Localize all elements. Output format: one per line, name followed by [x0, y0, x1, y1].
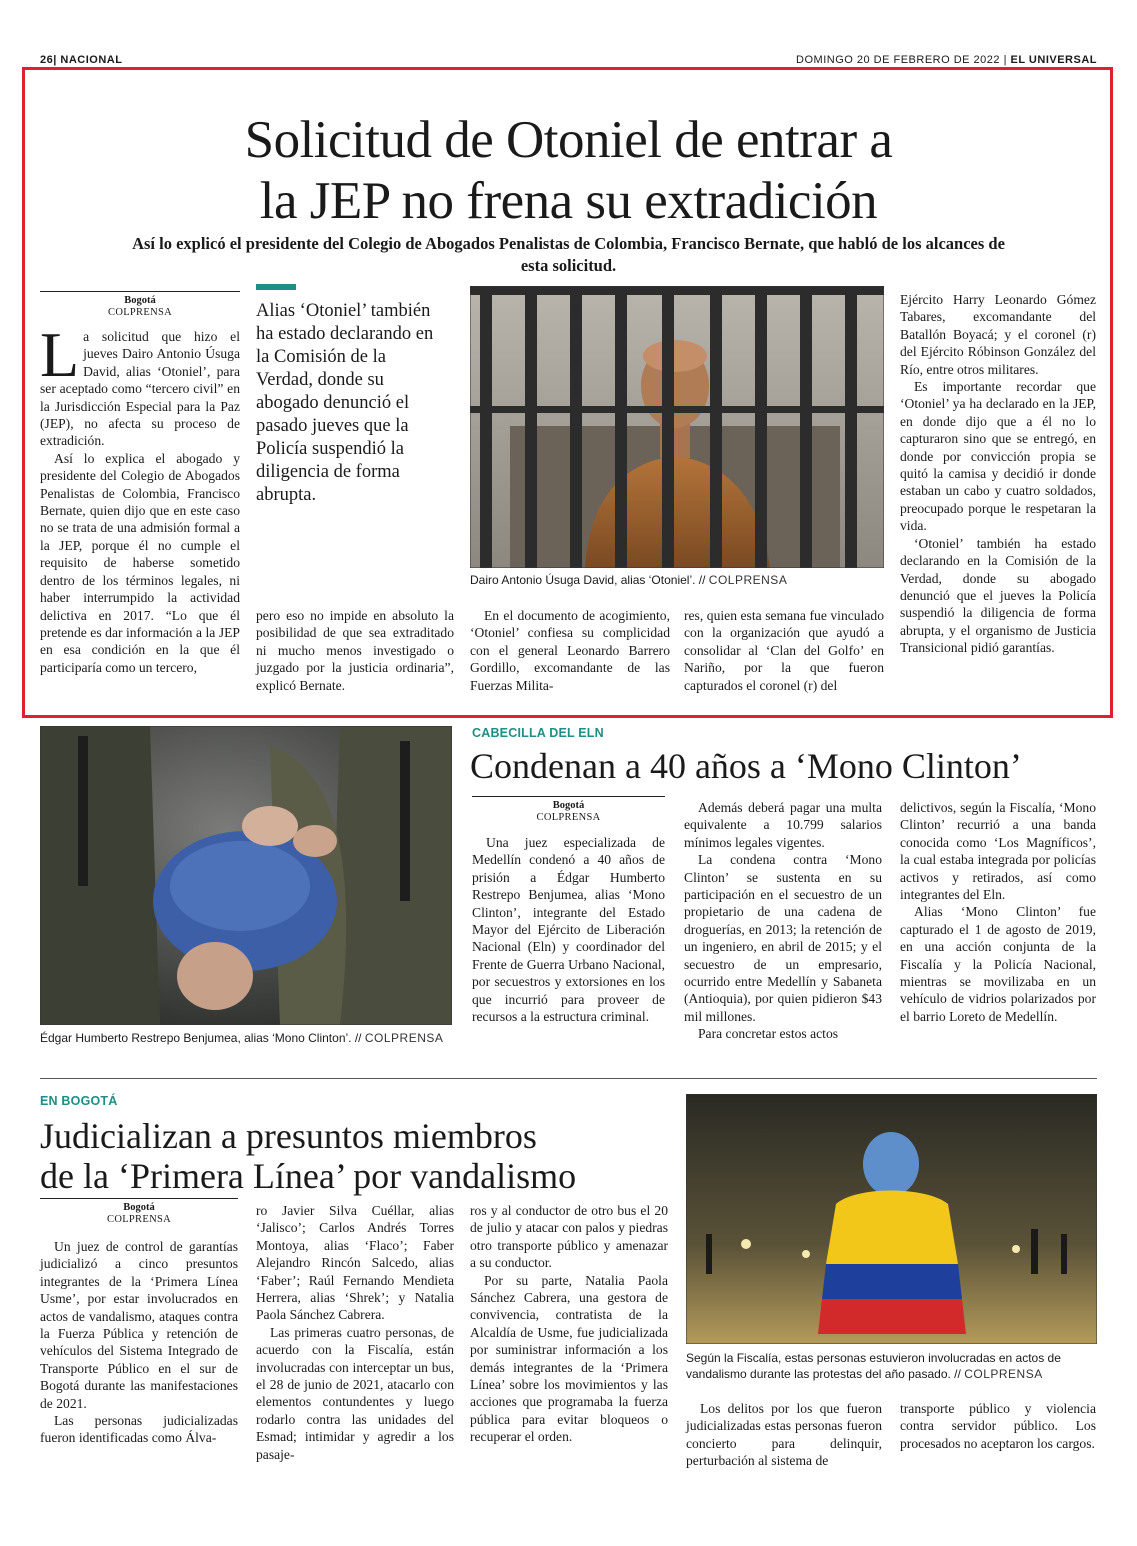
caption-text: Según la Fiscalía, estas personas estuvieron involucradas en actos de vandalismo durante las protestas del año pasado. //	[686, 1351, 1061, 1381]
story1-paragraph	[40, 319, 240, 450]
story3-column-4	[686, 1400, 882, 1470]
story2-paragraph: Una juez especializada de Medellín condenó a 40 años de prisión a Édgar Humberto Restrepo Benjumea, alias ‘Mono Clinton’, integrante del Estado Mayor del Ejército de Liberación Nacional (Eln) y coordinador del Frente de Guerra Urbano Nacional, por secuestros y extorsiones en los que incurrió para proveer de recursos a la estructura criminal.	[472, 835, 665, 1025]
story1-paragraph: res, quien esta semana fue vinculado con la organización que ayudó a consolidar al ‘Clan del Golfo’ en Nariño, por la que fueron capturados el coronel (r) del	[684, 608, 884, 693]
story1-paragraph: Ejército Harry Leonardo Gómez Tabares, excomandante del Batallón Boyacá; y el coronel (r) del Ejército Róbinson González del Río, entre otros militares.	[900, 292, 1096, 377]
story2-column-3	[900, 799, 1096, 1025]
story2-paragraph: delictivos, según la Fiscalía, ‘Mono Clinton’ recurrió a una banda conocida como ‘Los Magníficos’, la cual estaba integrada por policías activos y retirados, así como integrantes del Eln.	[900, 800, 1096, 903]
story3-column-3	[470, 1202, 668, 1446]
story2-headline: Condenan a 40 años a ‘Mono Clinton’	[470, 746, 1022, 786]
byline-city: Bogotá	[552, 800, 585, 811]
byline-agency: COLPRENSA	[536, 812, 601, 823]
story3-paragraph: ro Javier Silva Cuéllar, alias ‘Jalisco’; Carlos Andrés Torres Montoya, alias ‘Flaco’; Faber Alejandro Rincón Salcedo, alias ‘Faber’; Raúl Fernando Mendieta Herrera, alias ‘Shrek’; y Natalia Paola Sánchez Cabrera.	[256, 1203, 454, 1323]
arrest-scene-illustration	[40, 726, 452, 1025]
story3-headline-line1: Judicializan a presuntos miembros	[40, 1116, 537, 1156]
story3-paragraph: Los delitos por los que fueron judicializadas estas personas fueron concierto para delinquir, perturbación al sistema de	[686, 1401, 882, 1469]
story1-deck: Así lo explicó el presidente del Colegio de Abogados Penalistas de Colombia, Francisco Bernate, que habló de los alcances de esta solicitud.	[132, 234, 1005, 275]
byline-city: Bogotá	[123, 1202, 155, 1213]
story1-column-3	[470, 607, 670, 694]
page-date-label	[796, 54, 1097, 66]
caption-text: Édgar Humberto Restrepo Benjumea, alias ‘Mono Clinton’. //	[40, 1031, 362, 1045]
story3-byline	[40, 1198, 238, 1226]
byline-agency: COLPRENSA	[108, 307, 172, 318]
pullquote-accent-bar	[256, 284, 296, 290]
caption-text: Dairo Antonio Úsuga David, alias ‘Otoniel’. //	[470, 573, 706, 587]
story1-column-1	[40, 319, 240, 676]
dropcap: L	[40, 319, 80, 390]
story3-headline	[40, 1116, 680, 1196]
otoniel-photo	[470, 286, 884, 568]
caption-credit: COLPRENSA	[364, 1031, 444, 1045]
caption-credit: COLPRENSA	[964, 1367, 1043, 1381]
story3-column-2	[256, 1202, 454, 1463]
date-text: DOMINGO 20 DE FEBRERO DE 2022 |	[796, 54, 1007, 66]
story2-byline	[472, 796, 665, 824]
mono-clinton-photo	[40, 726, 452, 1025]
story1-paragraph: En el documento de acogimiento, ‘Otoniel’ confiesa su complicidad con el general Leonardo Barrero Gordillo, excomandante de las Fuerzas Milita-	[470, 608, 670, 693]
story1-byline	[40, 291, 240, 319]
protester-photo	[686, 1094, 1097, 1344]
story3-paragraph: Por su parte, Natalia Paola Sánchez Cabrera, una gestora de convivencia, contratista de la Alcaldía de Usme, fue judicializada por suministrar información a los demás integrantes de la ‘Primera Línea’ sobre los movimientos y las acciones que programaba la fuerza pública para evitar bloqueos o recuperar el orden.	[470, 1272, 668, 1445]
story3-paragraph: transporte público y violencia contra servidor público. Los procesados no aceptaron los cargos.	[900, 1401, 1096, 1451]
story2-kicker: CABECILLA DEL ELN	[472, 726, 604, 740]
story2-paragraph: Además deberá pagar una multa equivalente a 10.799 salarios mínimos legales vigentes.	[684, 800, 882, 850]
story1-pullquote: Alias ‘Otoniel’ también ha estado declarando en la Comisión de la Verdad, donde su abogado denunció el pasado jueves que la Policía suspendió la diligencia de forma abrupta.	[256, 301, 434, 505]
story1-headline	[60, 110, 1077, 232]
story2-photo-caption	[40, 1030, 452, 1046]
story3-paragraph: ros y al conductor de otro bus el 20 de julio y atacar con palos y piedras otro transporte público y amenazar a su conductor.	[470, 1203, 668, 1271]
byline-city: Bogotá	[124, 295, 156, 306]
story1-paragraph: Así lo explica el abogado y presidente del Colegio de Abogados Penalistas de Colombia, Francisco Bernate, quien dijo que en este caso no se trata de una admisión formal a la JEP, porque él no cumple el requisito de haberse sometido dentro de los términos legales, ni haber interrumpido la actividad delictiva en 2017. “Lo que él pretende es dar información a la JEP en esa condición en la que él participaría como un tercero,	[40, 450, 240, 675]
story1-column-5	[900, 291, 1096, 657]
page-section-label: 26| NACIONAL	[40, 54, 123, 66]
newspaper-name: EL UNIVERSAL	[1010, 54, 1097, 66]
protester-flag-illustration	[686, 1094, 1097, 1344]
story3-headline-line2: de la ‘Primera Línea’ por vandalismo	[40, 1156, 577, 1196]
story2-column-2	[684, 799, 882, 1043]
story3-column-1	[40, 1238, 238, 1447]
story3-column-5	[900, 1400, 1096, 1452]
story1-column-4	[684, 607, 884, 694]
story3-kicker: EN BOGOTÁ	[40, 1094, 118, 1108]
story1-headline-line2: la JEP no frena su extradición	[259, 172, 878, 230]
story1-photo-caption	[470, 572, 884, 588]
story1-paragraph: pero eso no impide en absoluto la posibilidad de que sea extraditado ni mucho menos investigado o juzgado por la justicia ordinaria”, explicó Bernate.	[256, 608, 454, 693]
story3-photo-caption	[686, 1350, 1097, 1382]
story3-paragraph: Un juez de control de garantías judicializó a cinco presuntos integrantes de la ‘Primera Línea Usme’, por estar involucrados en actos de vandalismo, ataques contra la Fuerza Pública y retención de vehículos del Sistema Integrado de Transporte Público en el sur de Bogotá durante las manifestaciones de 2021.	[40, 1239, 238, 1411]
story3-paragraph: Las primeras cuatro personas, de acuerdo con la Fiscalía, están involucradas con interceptar un bus, el 28 de junio de 2021, atacarlo con elementos contundentes y luego rodarlo contra las unidades del Esmad; intimidar y agredir a los pasaje-	[256, 1324, 454, 1462]
caption-credit: COLPRENSA	[708, 573, 788, 587]
prison-bars-illustration	[470, 286, 884, 568]
story1-paragraph: ‘Otoniel’ también ha estado declarando en la Comisión de la Verdad, donde su abogado denunció que el jueves la Policía suspendió la diligencia de forma abrupta, y el organismo de Justicia Transicional pidió garantías.	[900, 535, 1096, 656]
story2-paragraph: Alias ‘Mono Clinton’ fue capturado el 1 de agosto de 2019, en una acción conjunta de la Fiscalía y la Policía Nacional, mientras se movilizaba en un vehículo de vidrios polarizados por el barrio Loreto de Medellín.	[900, 904, 1096, 1024]
story3-paragraph: Las personas judicializadas fueron identificadas como Álva-	[40, 1413, 238, 1446]
story2-paragraph: La condena contra ‘Mono Clinton’ se sustenta en su participación en el secuestro de un propietario de una cadena de droguerías, en 2013; la retención de un ingeniero, en abril de 2015; y el secuestro de un empresario, ocurrido entre Medellín y Sabaneta (Antioquia), por quien pidieron $43 mil millones.	[684, 852, 882, 1024]
story2-paragraph: Para concretar estos actos	[698, 1026, 839, 1042]
story1-paragraph: Es importante recordar que ‘Otoniel’ ya ha declarado en la JEP, en donde dijo que a él no lo capturaron sino que se entregó, en donde por convicción propia se quitó la camisa y decidió ir donde estaban un cabo y cuatro soldados, preocupado porque le respetaran la vida.	[900, 379, 1096, 534]
section-divider	[40, 1078, 1097, 1079]
story1-column-2	[256, 607, 454, 694]
paragraph-text: a solicitud que hizo el jueves Dairo Antonio Úsuga David, alias ‘Otoniel’, para ser aceptado como “tercero civil” en la Jurisdicción Especial para la Paz (JEP), no afecta su proceso de extradición.	[40, 329, 240, 449]
story1-headline-line1: Solicitud de Otoniel de entrar a	[244, 111, 893, 169]
byline-agency: COLPRENSA	[107, 1214, 171, 1225]
story2-column-1	[472, 834, 665, 1025]
